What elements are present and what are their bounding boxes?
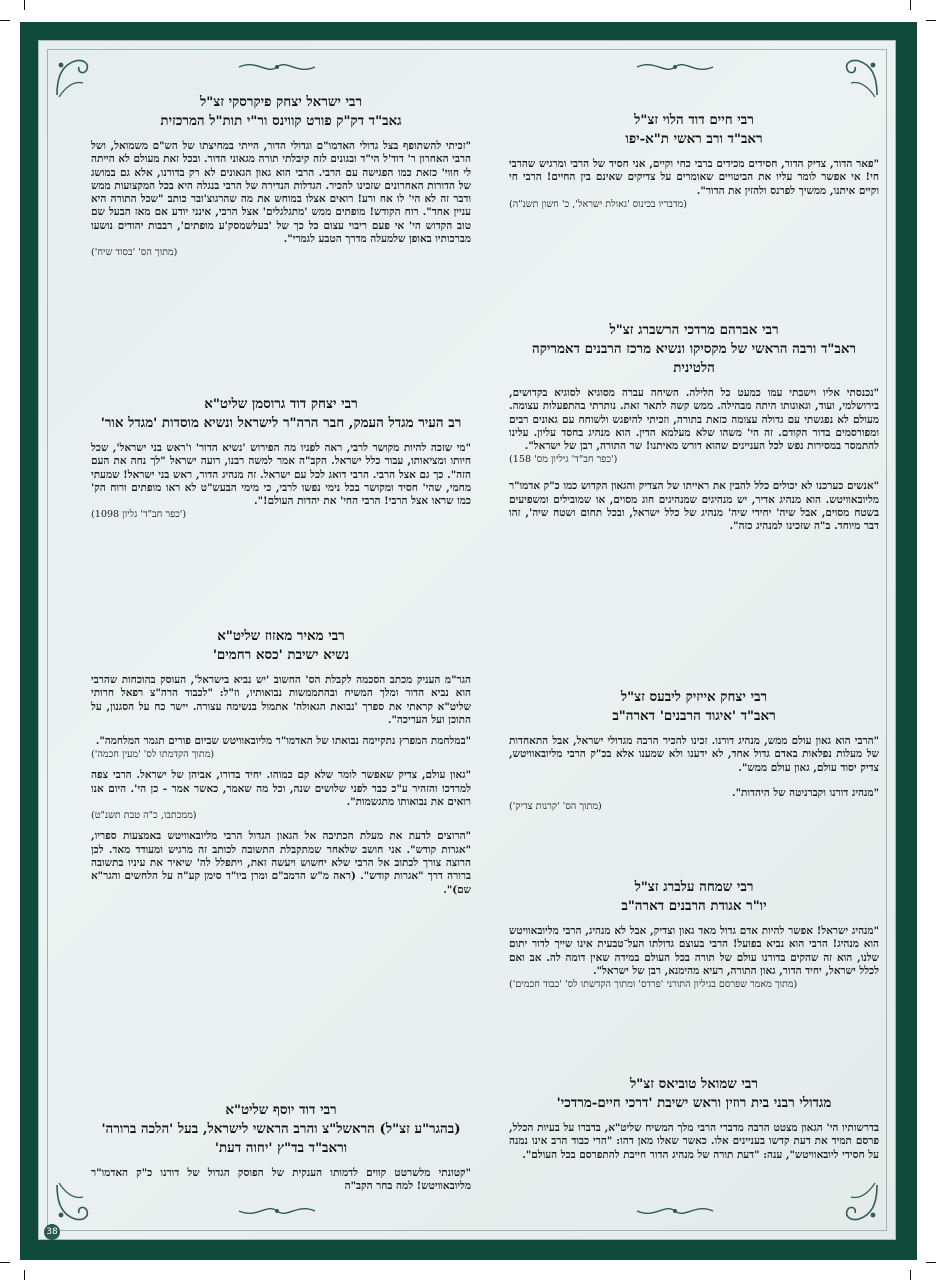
article-mazuz: [91, 627, 471, 897]
article-body: הגר"מ העניק מכתב הסכמה לקבלת הס' החשוב 'יש נביא בישראל', העוסק בהוכחות שהרבי הוא נביא הדור ומלך המשיח ובהתממשות נבואותיו, וז"ל: "לכבוד הרה"צ רפאל חרותי שליט"א קראתי את ספרך 'נבואת הגאולה' אתמול בנשימה עצורה. יישר כח על הסגנון, על התוכן ועל העריכה".: [91, 674, 471, 726]
page-number: 38: [44, 1224, 60, 1240]
content-panel: [38, 40, 896, 1240]
crop-mark: [926, 20, 936, 21]
article-body: בדרשותיו הי' הגאון מצטט הרבה מדברי הרבי מלך המשיח שליט"א, בדברו על בעיות הכלל, פרסם תמיד את דעת קדשו בעניינים אלו. כאשר שאלו מאן דהו: "הרי כבוד הרב אינו נמנה על חסידי ליובאוויטש", ענה: "דעת תורה של מנהיג הדור חייבת להתפרסם בכל העולם".: [509, 1122, 879, 1161]
crop-mark: [926, 1262, 936, 1263]
article-title: רבי יצחק דוד גרוסמן שליט"א: [204, 396, 358, 412]
article-subtitle: מגדולי רבני בית רוזין וראש ישיבת 'דרכי חיים-מרדכי': [556, 1095, 832, 1111]
article-liebes: [509, 688, 879, 813]
article-body-4: "הרוצים לדעת את מעלת הכתיבה אל הגאון הגדול הרבי מליובאוויטש באמצעות ספריו, "אגרות קודש". אני חושב שלאחר שמתקבלת התשובה לכותב זה מרגיש ומעודד מאד. לכן הרוצה צורך לכתוב אל הרבי שלא יחשוש ויעשה זאת, ויתפלל לה' שיאיר את עיניו בתשובה ברורה דרך "אגרות קודש". (ראה מ"ש הרמב"ם ומרן ביו"ד סימן קע"ה על הלחשים והגר"א שם)".: [91, 830, 471, 896]
article-source: ('כפר חב"ד' גליון 1098): [91, 509, 187, 521]
crop-mark: [24, 1270, 25, 1280]
article-title: רבי מאיר מאזוז שליט"א: [217, 628, 345, 644]
article-subtitle: יו"ר אגודת הרבנים דארה"ב: [621, 898, 767, 914]
article-elberg: [509, 878, 879, 991]
article-subtitle: רב העיר מגדל העמק, חבר הרה"ר לישראל ונשיא מוסדות 'מגדל אור': [100, 415, 462, 431]
article-title: רבי דוד יוסף שליט"א: [225, 1102, 337, 1118]
article-source: (מתוך הס' 'קרנות צדיק'): [509, 801, 602, 813]
article-title: רבי יצחק אייזיק ליבעס זצ"ל: [620, 689, 768, 705]
article-david-yosef: [91, 1101, 471, 1194]
flourish-bottom-right-icon: [635, 1203, 715, 1219]
article-body: "נכנסתי אליו וישבתי עמו כמעט כל הלילה. השיחה עברה מסוגיא לסוגיא בקדושים, בירושלמי, ועוד, וגאונותו היתה מבהילה. ממש קשה לתאר זאת. נותרתי בהתפעלות עצומה. מעולם לא נפגשתי עם גדולה עצומה כזאת בתורה, וזכיתי להיפגש ולשוחח עם גאונים רבים ומפורסמים בדור הקודם. זה הי' משהו שלא מעלמא הדין. הוא מנהיג בחסד עליון. עלינו להתמסר במסירות נפש לכל העניינים שהוא דורש מאיתנו! שר התורה, רבן של ישראל".: [509, 387, 879, 453]
corner-ornament-icon: [835, 1179, 881, 1225]
crop-mark: [0, 20, 10, 21]
article-title: רבי אברהם מרדכי הרשברג זצ"ל: [609, 322, 779, 338]
article-source: (מתוך מאמר שפרסם בגיליון התורני 'פרדס' ומתוך הקדשתו לס' 'כבוד חכמים'): [509, 979, 798, 991]
crop-mark: [910, 1270, 911, 1280]
article-body: "זכיתי להשתופף בצל גדולי האדמו"ם וגדולי הדור, הייתי במחיצתו של הש"ם משמואל, ושל הרבי האחרון ר' דוד'ל הי"ד ובגונים לזה קיבלתי תורה מגאוני הדור. ובכל זאת מעולם לא הייתה לי חווי' כזאת כמו הפגישה עם הרבי. הרבי הוא גאון הגאונים לא רק בדורנו, אלא גם במושג של הדורות האחרונים שזכינו להכיר. הגדלות הנדירה של הרבי בנגלה היא בכל המקצועות ממש ודבר זה לא הי' לו אח ורע! רואים אצלו במוחש את מה שהרגוצ'ובר כותב "שכל התורה היא עניין אחד". רוח הקודש! מופתים ממש 'מתגלגלים' אצל הרבי, אינני יודע אם מאז הבעל שם טוב הקדוש הי' אי פעם ריבוי עצום כל כך של 'בעלשמסק'ע מופתים', רבבות יהודים נושעו מברכותיו באופן שלמעלה מדרך הטבע לגמרי".: [91, 140, 471, 246]
article-title: רבי חיים דוד הלוי זצ"ל: [634, 112, 754, 128]
corner-ornament-icon: [835, 55, 881, 101]
flourish-top-left-icon: [237, 59, 317, 75]
article-grossman: [91, 395, 471, 521]
article-body: "מי שזכה להיות מקושר לרבי, ראה לפניו מה הפירוש 'נשיא הדור' ו'ראש בני ישראל', שכל חיותו ומציאותו, עבור כלל ישראל. הקב"ה אמר למשה רבנו, רועה ישראל "לך נחה את העם הזה". כך גם אצל הרבי. הרבי דואג לכל עם ישראל. זה מנהיג הדור, ראש בני ישראל! שמעתי מחמי, שהי' חסיד ומקושר בכל נימי נפשו לרבי, כי מימי הבעש"ט לא ראו מופתים ורוח הק' כמו שראו אצל הרבי! הרבי החי' את יהדות העולם!".: [91, 442, 471, 508]
article-subtitle: ראב"ד ורבה הראשי של מקסיקו ונשיא מרכז הרבנים דאמריקה הלטינית: [532, 341, 856, 376]
crop-mark: [0, 1262, 10, 1263]
article-subtitle: גאב"ד דק"ק פורט קווינס ור"י תות"ל המרכזית: [160, 113, 402, 129]
article-subtitle: ראב"ד 'איגוד הרבנים' דארה"ב: [612, 708, 776, 724]
article-haim-david-halevi: [509, 111, 879, 211]
article-body-2: "מנהיג דורנו וקברניטה של היהדות".: [732, 786, 879, 799]
article-source: (מתוך הקדמתו לס' 'מעין חכמה'): [91, 749, 215, 761]
article-body: "הרבי הוא גאון עולם ממש, מנהיג דורנו. זכינו להכיר הרבה מגדולי ישראל, אבל התאחדות של מעלות נפלאות באדם גדול אחד, לא ידענו ולא שמענו אלא בכ"ק הרבי מליובאוויטש, צדיק יסוד עולם, גאון עולם ממש".: [509, 735, 879, 774]
article-body: "קטונתי מלשרטט קווים לדמותו הענקית של הפוסק הגדול של דורנו כ"ק האדמו"ר מליובאוויטש! למה בחר הקב"ה: [91, 1167, 471, 1193]
article-source: (ממכתבו, כ"ה טבת תשנ"ט): [91, 810, 197, 822]
article-subtitle: ראב"ד ורב ראשי ת"א-יפו: [625, 131, 763, 147]
article-source: ('כפר חב"ד' גיליון מס' 158): [509, 454, 618, 466]
article-body-3: "גאון עולם, צדיק שאפשר לומר שלא קם כמוהו. יחיד בדורו, אביהן של ישראל. הרבי צפה למרדכו והזהיר ע"כ כבר לפני שלושים שנה, וכל מה שאמר, כאשר אמר - כן הי'. היום אנו רואים את נבואותו מתגשמות".: [91, 769, 471, 809]
article-source: (מדבריו בכינוס 'גאולת ישראל', כ' חשון תשנ"ה): [509, 198, 687, 210]
article-tobias: [509, 1075, 879, 1162]
crop-mark: [24, 0, 25, 10]
article-body: "מנהיג ישראל! אפשר להיות אדם גדול מאד גאון וצדיק, אבל לא מנהיג, הרבי מליובאוויטש הוא מנהיג! הרבי הוא נביא בפועל! הרבי בעוצם גדולתו העל־טבעית אינו שייך לדור יתום שלנו, הוא זה שהקים בדורנו עולם של תורה בכל העולם במידה שאין דומה לה. אב ואם לכלל ישראל, יחיד הדור, גאון התורה, רעיא מהימנא, רבן של ישראל".: [509, 925, 879, 977]
crop-mark: [910, 0, 911, 10]
article-title: רבי ישראל יצחק פיקרסקי זצ"ל: [199, 94, 363, 110]
article-pikarski: [91, 93, 471, 259]
flourish-top-right-icon: [635, 59, 715, 75]
article-body-2: "במלחמת המפרץ נתקיימה נבואתו של האדמו"ר מליובאוויטש שביום פורים תגמר המלחמה".: [95, 735, 471, 748]
article-hirshberg: [509, 321, 879, 534]
article-subtitle: (בהגר"ע זצ"ל) הראשל"צ והרב הראשי לישראל, בעל 'הלכה ברורה' וראב"ד בד"ץ 'יחוה דעת': [101, 1121, 461, 1156]
flourish-bottom-left-icon: [237, 1203, 317, 1219]
article-body: "פאר הדור, צדיק הדור, חסידים מכידים ברבי כחי וקיים, אני חסיד של הרבי ומרגיש שהרבי חי! אי אפשר לומר עליו את הביטויים שאומרים על צדיקים שאינם בין החיים! הרבי חי וקיים איתנו, ממשיך לפרנס ולהזין את הדור".: [509, 158, 879, 197]
article-body-2: "אנשים כערכנו לא יכולים כלל להבין את ראייתו של הצדיק והגאון הקדוש כמו כ"ק אדמו"ר מליובאוויטש. הוא מנהיג אדיר, יש מנהיגים שמנהיגים חוג מסוים, או שמובילים ומשפיעים בשטח מסוים, אבל שיה' יחידי שיה' מנהיג של כלל ישראל, ובכל תחום ושטח שיה', זהו דבר מיוחד. ב"ה שזכינו למנהיג כזה".: [509, 480, 879, 533]
article-title: רבי שמואל טוביאס זצ"ל: [630, 1076, 758, 1092]
article-title: רבי שמחה עלברג זצ"ל: [634, 879, 754, 895]
article-source: (מתוך הס' 'בסוד שיח'): [91, 247, 178, 259]
article-subtitle: נשיא ישיבת 'כסא רחמים': [212, 647, 350, 663]
